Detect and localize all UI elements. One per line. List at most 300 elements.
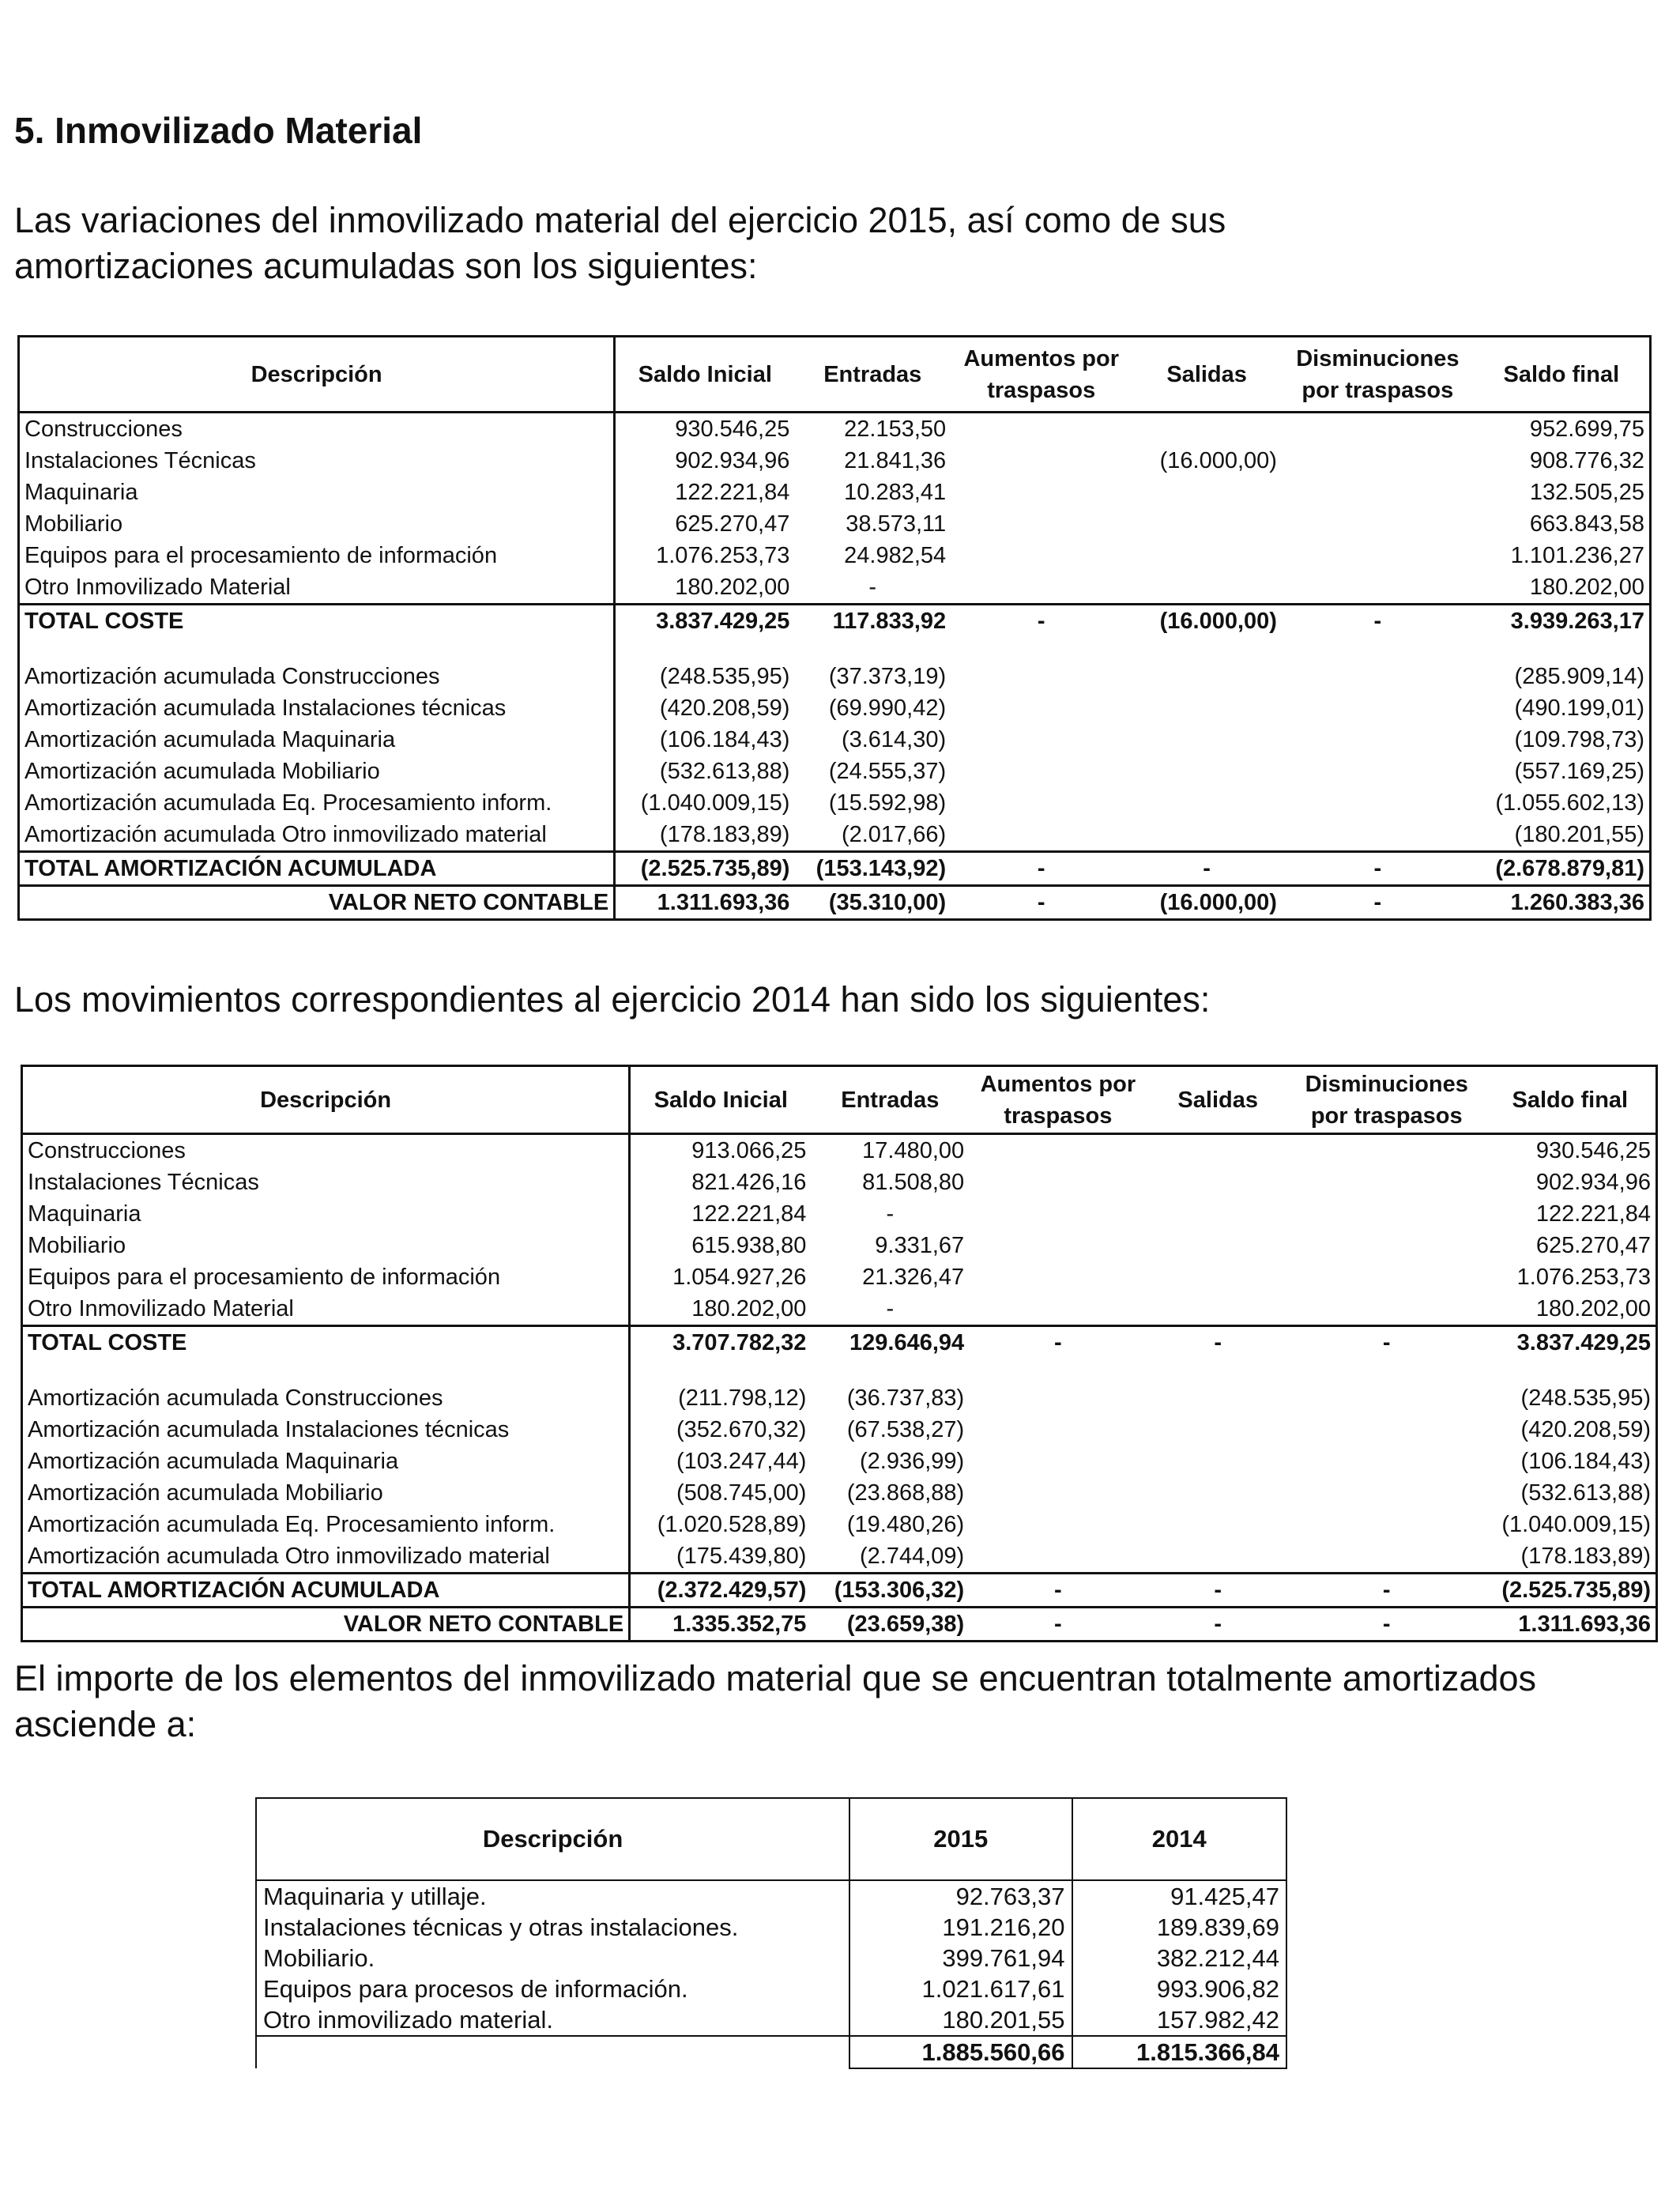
row-label: Maquinaria y utillaje.	[256, 1880, 849, 1912]
intro-2014-text: Los movimientos correspondientes al ejercicio 2014 han sido los siguientes:	[14, 979, 1211, 1020]
cell-value: (24.555,37)	[828, 759, 947, 784]
cell-value: 1.335.352,75	[672, 1612, 807, 1637]
spacer-cell	[951, 637, 1132, 661]
cell-value	[1282, 692, 1474, 724]
spacer-row	[19, 637, 1651, 661]
table-row	[22, 1293, 1657, 1326]
cell-value: 180.202,00	[675, 575, 790, 600]
cell-value	[1132, 787, 1282, 819]
row-label: Otro inmovilizado material.	[256, 2004, 849, 2036]
cell-value: (180.201,55)	[1514, 822, 1644, 847]
cell-value	[1289, 1509, 1485, 1540]
cell-value: -	[886, 1201, 895, 1227]
cell-value: -	[951, 852, 1132, 886]
cell-value: 3.837.429,25	[1485, 1326, 1657, 1359]
cell-value: 91.425,47	[1072, 1880, 1287, 1912]
column-header: Saldo Inicial	[615, 337, 795, 413]
row-label: Amortización acumulada Construcciones	[19, 661, 615, 692]
cell-value: (106.184,43)	[1520, 1449, 1651, 1474]
cell-value: (103.247,44)	[676, 1449, 807, 1474]
table-2014	[21, 1065, 1658, 1642]
row-label: VALOR NETO CONTABLE	[22, 1608, 630, 1642]
row-label: Amortización acumulada Maquinaria	[19, 724, 615, 756]
spacer-cell	[22, 1359, 630, 1382]
column-header: Disminuciones por traspasos	[1289, 1066, 1485, 1134]
cell-value: 132.505,25	[1529, 480, 1644, 505]
cell-value: 180.201,55	[849, 2004, 1072, 2036]
cell-value	[1282, 819, 1474, 852]
row-label: Instalaciones técnicas y otras instalaciones.	[256, 1912, 849, 1943]
cell-value: -	[1382, 1612, 1391, 1637]
cell-value	[1147, 1509, 1289, 1540]
cell-value: -	[1054, 1612, 1062, 1637]
cell-value: (36.737,83)	[846, 1385, 965, 1411]
cell-value	[969, 1540, 1147, 1574]
cell-value: -	[1282, 605, 1474, 638]
table-row	[256, 2004, 1286, 2036]
row-label: TOTAL COSTE	[22, 1326, 630, 1359]
cell-value	[969, 1198, 1147, 1230]
cell-value	[1289, 1230, 1485, 1261]
cell-value: 952.699,75	[1529, 417, 1644, 442]
cell-value: (37.373,19)	[828, 664, 947, 689]
cell-value	[951, 692, 1132, 724]
cell-value: 129.646,94	[811, 1326, 969, 1359]
table-row	[256, 1912, 1286, 1943]
cell-value: 122.221,84	[1535, 1201, 1651, 1227]
row-label: Otro Inmovilizado Material	[19, 571, 615, 605]
cell-value: (109.798,73)	[1514, 727, 1644, 752]
table-row	[22, 1540, 1657, 1574]
cell-value	[1282, 413, 1474, 446]
table-row	[256, 1943, 1286, 1973]
cell-value: (352.670,32)	[676, 1417, 807, 1442]
total-row	[256, 2036, 1286, 2068]
net-book-value-row	[19, 886, 1651, 920]
column-header: Descripción	[22, 1066, 630, 1134]
cell-value: (1.020.528,89)	[657, 1512, 807, 1537]
cell-value	[1282, 661, 1474, 692]
cell-value: 625.270,47	[675, 511, 790, 537]
table-2015	[17, 335, 1652, 921]
cell-value	[1147, 1134, 1289, 1167]
row-label: VALOR NETO CONTABLE	[19, 886, 615, 920]
cell-value: 117.833,92	[794, 605, 951, 638]
cell-value: (248.535,95)	[1520, 1385, 1651, 1411]
spacer-cell	[1132, 637, 1282, 661]
table-row	[22, 1261, 1657, 1293]
cell-value	[1282, 724, 1474, 756]
cell-value	[1282, 756, 1474, 787]
cell-value: -	[886, 1296, 895, 1321]
column-header: Salidas	[1132, 337, 1282, 413]
cell-value	[1147, 1230, 1289, 1261]
cell-value: 180.202,00	[1535, 1296, 1651, 1321]
section-heading: 5. Inmovilizado Material	[14, 110, 423, 151]
table-row	[19, 724, 1651, 756]
cell-value: 24.982,54	[844, 543, 947, 568]
cell-value: (175.439,80)	[676, 1544, 807, 1569]
row-label: TOTAL AMORTIZACIÓN ACUMULADA	[19, 852, 615, 886]
table-row	[19, 819, 1651, 852]
cell-value	[969, 1293, 1147, 1326]
cell-value	[1282, 477, 1474, 508]
cell-value	[1289, 1446, 1485, 1477]
cell-value: (67.538,27)	[846, 1417, 965, 1442]
cell-value: (508.745,00)	[676, 1480, 807, 1506]
cell-value	[1132, 692, 1282, 724]
cell-value: 930.546,25	[1535, 1138, 1651, 1163]
table-row	[22, 1446, 1657, 1477]
cell-value: 22.153,50	[844, 417, 947, 442]
cell-value: 1.101.236,27	[1510, 543, 1644, 568]
cell-value: (1.040.009,15)	[640, 790, 790, 816]
table-row	[22, 1382, 1657, 1414]
cell-value: 17.480,00	[862, 1138, 965, 1163]
cell-value: 81.508,80	[862, 1170, 965, 1195]
column-header: Aumentos por traspasos	[969, 1066, 1147, 1134]
cell-value: (23.868,88)	[846, 1480, 965, 1506]
cell-value	[951, 787, 1132, 819]
total-label	[256, 2036, 849, 2068]
cell-value: (1.040.009,15)	[1501, 1512, 1651, 1537]
table-row	[256, 1973, 1286, 2004]
cell-value: 3.837.429,25	[615, 605, 795, 638]
row-label: Instalaciones Técnicas	[19, 445, 615, 477]
cell-value: 180.202,00	[1529, 575, 1644, 600]
cell-value	[1289, 1261, 1485, 1293]
table-row	[19, 540, 1651, 571]
spacer-cell	[1485, 1359, 1657, 1382]
table-row	[19, 477, 1651, 508]
cell-value	[951, 724, 1132, 756]
cell-value: 913.066,25	[691, 1138, 807, 1163]
spacer-row	[22, 1359, 1657, 1382]
row-label: Instalaciones Técnicas	[22, 1167, 630, 1198]
cell-value: (2.525.735,89)	[615, 852, 795, 886]
cell-value	[1289, 1414, 1485, 1446]
cell-value	[969, 1261, 1147, 1293]
cell-value: (16.000,00)	[1159, 448, 1277, 473]
row-label: Amortización acumulada Mobiliario	[19, 756, 615, 787]
cell-value: -	[1037, 890, 1045, 915]
cell-value: -	[1214, 1612, 1222, 1637]
cell-value	[1147, 1293, 1289, 1326]
cell-value	[951, 445, 1132, 477]
cell-value: 615.938,80	[691, 1233, 807, 1258]
cell-value: 3.707.782,32	[630, 1326, 812, 1359]
cell-value: (19.480,26)	[846, 1512, 965, 1537]
cell-value: (2.744,09)	[859, 1544, 965, 1569]
cell-value	[1289, 1293, 1485, 1326]
cell-value: 1.076.253,73	[656, 543, 790, 568]
intro-2015-text: Las variaciones del inmovilizado material del ejercicio 2015, así como de sus amortizaciones acumuladas son los siguientes:	[14, 200, 1226, 286]
row-label: Equipos para el procesamiento de información	[19, 540, 615, 571]
spacer-cell	[1282, 637, 1474, 661]
row-label: Equipos para el procesamiento de información	[22, 1261, 630, 1293]
column-header: Saldo Inicial	[630, 1066, 812, 1134]
total-cost-row	[22, 1326, 1657, 1359]
intro-amortized-text: El importe de los elementos del inmovilizado material que se encuentran totalmente amortizados asciende a:	[14, 1658, 1537, 1744]
cell-value	[1282, 445, 1474, 477]
total-amortization-row	[22, 1574, 1657, 1608]
column-header: Descripción	[19, 337, 615, 413]
cell-value: (420.208,59)	[659, 696, 790, 721]
cell-value	[1132, 819, 1282, 852]
table-row	[19, 508, 1651, 540]
cell-value: (2.936,99)	[859, 1449, 965, 1474]
cell-value: 10.283,41	[844, 480, 947, 505]
cell-value: -	[1147, 1574, 1289, 1608]
table-row	[22, 1230, 1657, 1261]
cell-value: 930.546,25	[675, 417, 790, 442]
cell-value	[1132, 571, 1282, 605]
row-label: Amortización acumulada Instalaciones técnicas	[22, 1414, 630, 1446]
cell-value: (1.055.602,13)	[1495, 790, 1644, 816]
cell-value: 1.260.383,36	[1510, 890, 1644, 915]
spacer-cell	[630, 1359, 812, 1382]
cell-value	[951, 819, 1132, 852]
cell-value	[1289, 1477, 1485, 1509]
net-book-value-row	[22, 1608, 1657, 1642]
cell-value: 1.021.617,61	[849, 1973, 1072, 2004]
cell-value	[951, 756, 1132, 787]
row-label: Construcciones	[22, 1134, 630, 1167]
total-value: 1.815.366,84	[1072, 2036, 1287, 2068]
row-label: Amortización acumulada Instalaciones técnicas	[19, 692, 615, 724]
cell-value: (153.143,92)	[794, 852, 951, 886]
column-header: Disminuciones por traspasos	[1282, 337, 1474, 413]
cell-value: (15.592,98)	[828, 790, 947, 816]
cell-value: (2.017,66)	[841, 822, 947, 847]
cell-value: 38.573,11	[846, 511, 947, 537]
cell-value	[951, 571, 1132, 605]
row-label: Otro Inmovilizado Material	[22, 1293, 630, 1326]
cell-value: -	[1147, 1326, 1289, 1359]
table-row	[22, 1167, 1657, 1198]
cell-value: 1.311.693,36	[1518, 1612, 1651, 1637]
cell-value	[1132, 540, 1282, 571]
table-row	[19, 661, 1651, 692]
total-amortization-row	[19, 852, 1651, 886]
row-label: Maquinaria	[19, 477, 615, 508]
column-header: Saldo final	[1474, 337, 1651, 413]
cell-value: 92.763,37	[849, 1880, 1072, 1912]
cell-value: (106.184,43)	[659, 727, 790, 752]
row-label: Amortización acumulada Otro inmovilizado material	[19, 819, 615, 852]
cell-value: 122.221,84	[691, 1201, 807, 1227]
cell-value	[969, 1477, 1147, 1509]
cell-value: (557.169,25)	[1514, 759, 1644, 784]
cell-value	[1132, 724, 1282, 756]
cell-value	[1147, 1198, 1289, 1230]
header-row	[256, 1798, 1286, 1880]
cell-value: 908.776,32	[1529, 448, 1644, 473]
cell-value: (248.535,95)	[659, 664, 790, 689]
cell-value: 902.934,96	[675, 448, 790, 473]
cell-value	[969, 1509, 1147, 1540]
table-row	[19, 787, 1651, 819]
cell-value: -	[969, 1326, 1147, 1359]
table-row	[22, 1509, 1657, 1540]
cell-value	[969, 1230, 1147, 1261]
cell-value: 180.202,00	[691, 1296, 807, 1321]
cell-value: (420.208,59)	[1520, 1417, 1651, 1442]
table-row	[19, 571, 1651, 605]
spacer-cell	[1147, 1359, 1289, 1382]
spacer-cell	[969, 1359, 1147, 1382]
cell-value: -	[868, 575, 877, 600]
cell-value: (532.613,88)	[1520, 1480, 1651, 1506]
cell-value	[1132, 477, 1282, 508]
cell-value: 122.221,84	[675, 480, 790, 505]
column-header: Salidas	[1147, 1066, 1289, 1134]
row-label: Mobiliario	[22, 1230, 630, 1261]
column-header: Aumentos por traspasos	[951, 337, 1132, 413]
cell-value	[1147, 1261, 1289, 1293]
table-row	[256, 1880, 1286, 1912]
table-row	[22, 1134, 1657, 1167]
column-header: Entradas	[811, 1066, 969, 1134]
cell-value	[1282, 787, 1474, 819]
cell-value	[1289, 1167, 1485, 1198]
cell-value: -	[1373, 890, 1382, 915]
spacer-cell	[615, 637, 795, 661]
row-label: TOTAL COSTE	[19, 605, 615, 638]
cell-value: (285.909,14)	[1514, 664, 1644, 689]
cell-value: 3.939.263,17	[1474, 605, 1651, 638]
cell-value: (211.798,12)	[678, 1385, 807, 1411]
column-header: Entradas	[794, 337, 951, 413]
cell-value: (69.990,42)	[828, 696, 947, 721]
cell-value	[1147, 1540, 1289, 1574]
cell-value: (178.183,89)	[1520, 1544, 1651, 1569]
cell-value: 157.982,42	[1072, 2004, 1287, 2036]
cell-value	[1282, 571, 1474, 605]
cell-value: (16.000,00)	[1132, 605, 1282, 638]
cell-value: 21.326,47	[862, 1265, 965, 1290]
cell-value: 21.841,36	[844, 448, 947, 473]
total-value: 1.885.560,66	[849, 2036, 1072, 2068]
cell-value: -	[1132, 852, 1282, 886]
cell-value	[1132, 508, 1282, 540]
cell-value: (23.659,38)	[846, 1612, 965, 1637]
row-label: Amortización acumulada Mobiliario	[22, 1477, 630, 1509]
cell-value: -	[969, 1574, 1147, 1608]
table-row	[22, 1477, 1657, 1509]
total-cost-row	[19, 605, 1651, 638]
cell-value	[1132, 756, 1282, 787]
cell-value	[969, 1414, 1147, 1446]
cell-value	[1147, 1446, 1289, 1477]
cell-value: (532.613,88)	[659, 759, 790, 784]
cell-value	[1282, 540, 1474, 571]
cell-value: 399.761,94	[849, 1943, 1072, 1973]
cell-value	[1147, 1414, 1289, 1446]
cell-value: -	[1289, 1326, 1485, 1359]
cell-value	[1282, 508, 1474, 540]
table-row	[22, 1414, 1657, 1446]
row-label: Amortización acumulada Eq. Procesamiento inform.	[19, 787, 615, 819]
table-row	[19, 445, 1651, 477]
cell-value: (2.678.879,81)	[1474, 852, 1651, 886]
row-label: Mobiliario.	[256, 1943, 849, 1973]
table-fully-amortized	[255, 1797, 1287, 2069]
cell-value	[951, 540, 1132, 571]
header-row	[22, 1066, 1657, 1134]
row-label: TOTAL AMORTIZACIÓN ACUMULADA	[22, 1574, 630, 1608]
row-label: Mobiliario	[19, 508, 615, 540]
cell-value	[969, 1134, 1147, 1167]
column-header: Saldo final	[1485, 1066, 1657, 1134]
table-row	[19, 756, 1651, 787]
row-label: Equipos para procesos de información.	[256, 1973, 849, 2004]
cell-value: -	[1289, 1574, 1485, 1608]
table-row	[19, 692, 1651, 724]
spacer-cell	[1474, 637, 1651, 661]
cell-value: 821.426,16	[691, 1170, 807, 1195]
cell-value: 663.843,58	[1529, 511, 1644, 537]
table-row	[19, 413, 1651, 446]
cell-value	[1147, 1477, 1289, 1509]
cell-value: (2.525.735,89)	[1485, 1574, 1657, 1608]
cell-value: (153.306,32)	[811, 1574, 969, 1608]
row-label: Amortización acumulada Maquinaria	[22, 1446, 630, 1477]
cell-value: 1.311.693,36	[657, 890, 790, 915]
cell-value: (178.183,89)	[659, 822, 790, 847]
row-label: Amortización acumulada Eq. Procesamiento inform.	[22, 1509, 630, 1540]
cell-value	[1289, 1198, 1485, 1230]
cell-value	[951, 477, 1132, 508]
column-header: 2015	[849, 1798, 1072, 1880]
column-header: Descripción	[256, 1798, 849, 1880]
cell-value	[1289, 1134, 1485, 1167]
cell-value: 189.839,69	[1072, 1912, 1287, 1943]
cell-value: -	[1282, 852, 1474, 886]
cell-value: (3.614,30)	[841, 727, 947, 752]
cell-value: 625.270,47	[1535, 1233, 1651, 1258]
cell-value	[1147, 1382, 1289, 1414]
cell-value	[969, 1167, 1147, 1198]
spacer-cell	[811, 1359, 969, 1382]
cell-value: 1.054.927,26	[672, 1265, 807, 1290]
cell-value	[969, 1446, 1147, 1477]
cell-value	[951, 508, 1132, 540]
cell-value	[1289, 1382, 1485, 1414]
cell-value: 191.216,20	[849, 1912, 1072, 1943]
row-label: Construcciones	[19, 413, 615, 446]
cell-value	[1289, 1540, 1485, 1574]
cell-value: 9.331,67	[875, 1233, 965, 1258]
table-row	[22, 1198, 1657, 1230]
column-header: 2014	[1072, 1798, 1287, 1880]
spacer-cell	[19, 637, 615, 661]
cell-value	[951, 413, 1132, 446]
cell-value	[1132, 661, 1282, 692]
header-row	[19, 337, 1651, 413]
row-label: Amortización acumulada Otro inmovilizado material	[22, 1540, 630, 1574]
row-label: Maquinaria	[22, 1198, 630, 1230]
cell-value	[1147, 1167, 1289, 1198]
cell-value: 902.934,96	[1535, 1170, 1651, 1195]
cell-value: 993.906,82	[1072, 1973, 1287, 2004]
spacer-cell	[1289, 1359, 1485, 1382]
cell-value: 1.076.253,73	[1516, 1265, 1651, 1290]
cell-value	[969, 1382, 1147, 1414]
cell-value	[951, 661, 1132, 692]
cell-value: (16.000,00)	[1159, 890, 1277, 915]
cell-value: (35.310,00)	[828, 890, 947, 915]
